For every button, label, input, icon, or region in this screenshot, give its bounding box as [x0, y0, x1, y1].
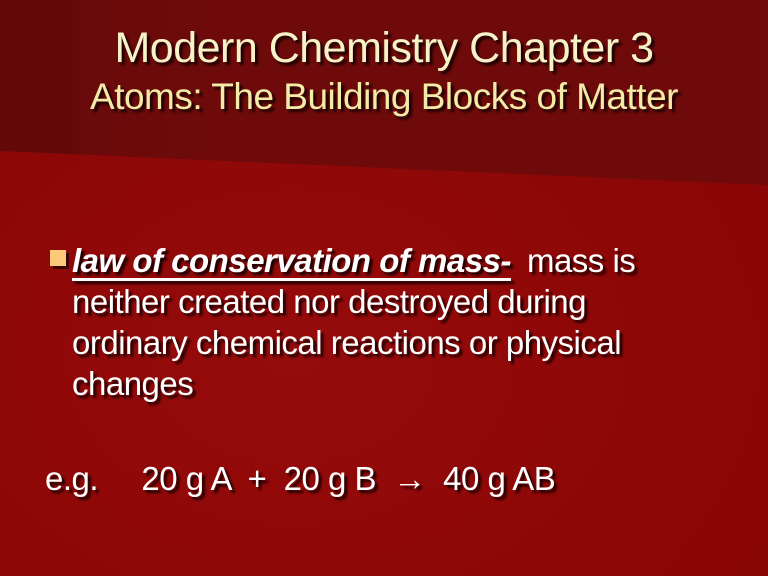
bullet-term: law of conservation of mass-	[72, 242, 511, 279]
bullet-square-icon	[50, 250, 66, 266]
slide-title: Modern Chemistry Chapter 3	[114, 24, 654, 72]
bullet-line-2: neither created nor destroyed during	[72, 283, 586, 320]
example-equation: e.g. 20 g A + 20 g B → 40 g AB	[45, 460, 556, 497]
slide-subtitle: Atoms: The Building Blocks of Matter	[90, 76, 678, 117]
bullet-line-3: ordinary chemical reactions or physical	[72, 324, 622, 361]
bullet-line-4: changes	[72, 365, 194, 402]
title-block	[0, 22, 768, 119]
bullet-line-1	[72, 240, 762, 281]
bullet-definition-part-1: mass is	[526, 242, 636, 279]
bullet-text	[72, 240, 762, 404]
